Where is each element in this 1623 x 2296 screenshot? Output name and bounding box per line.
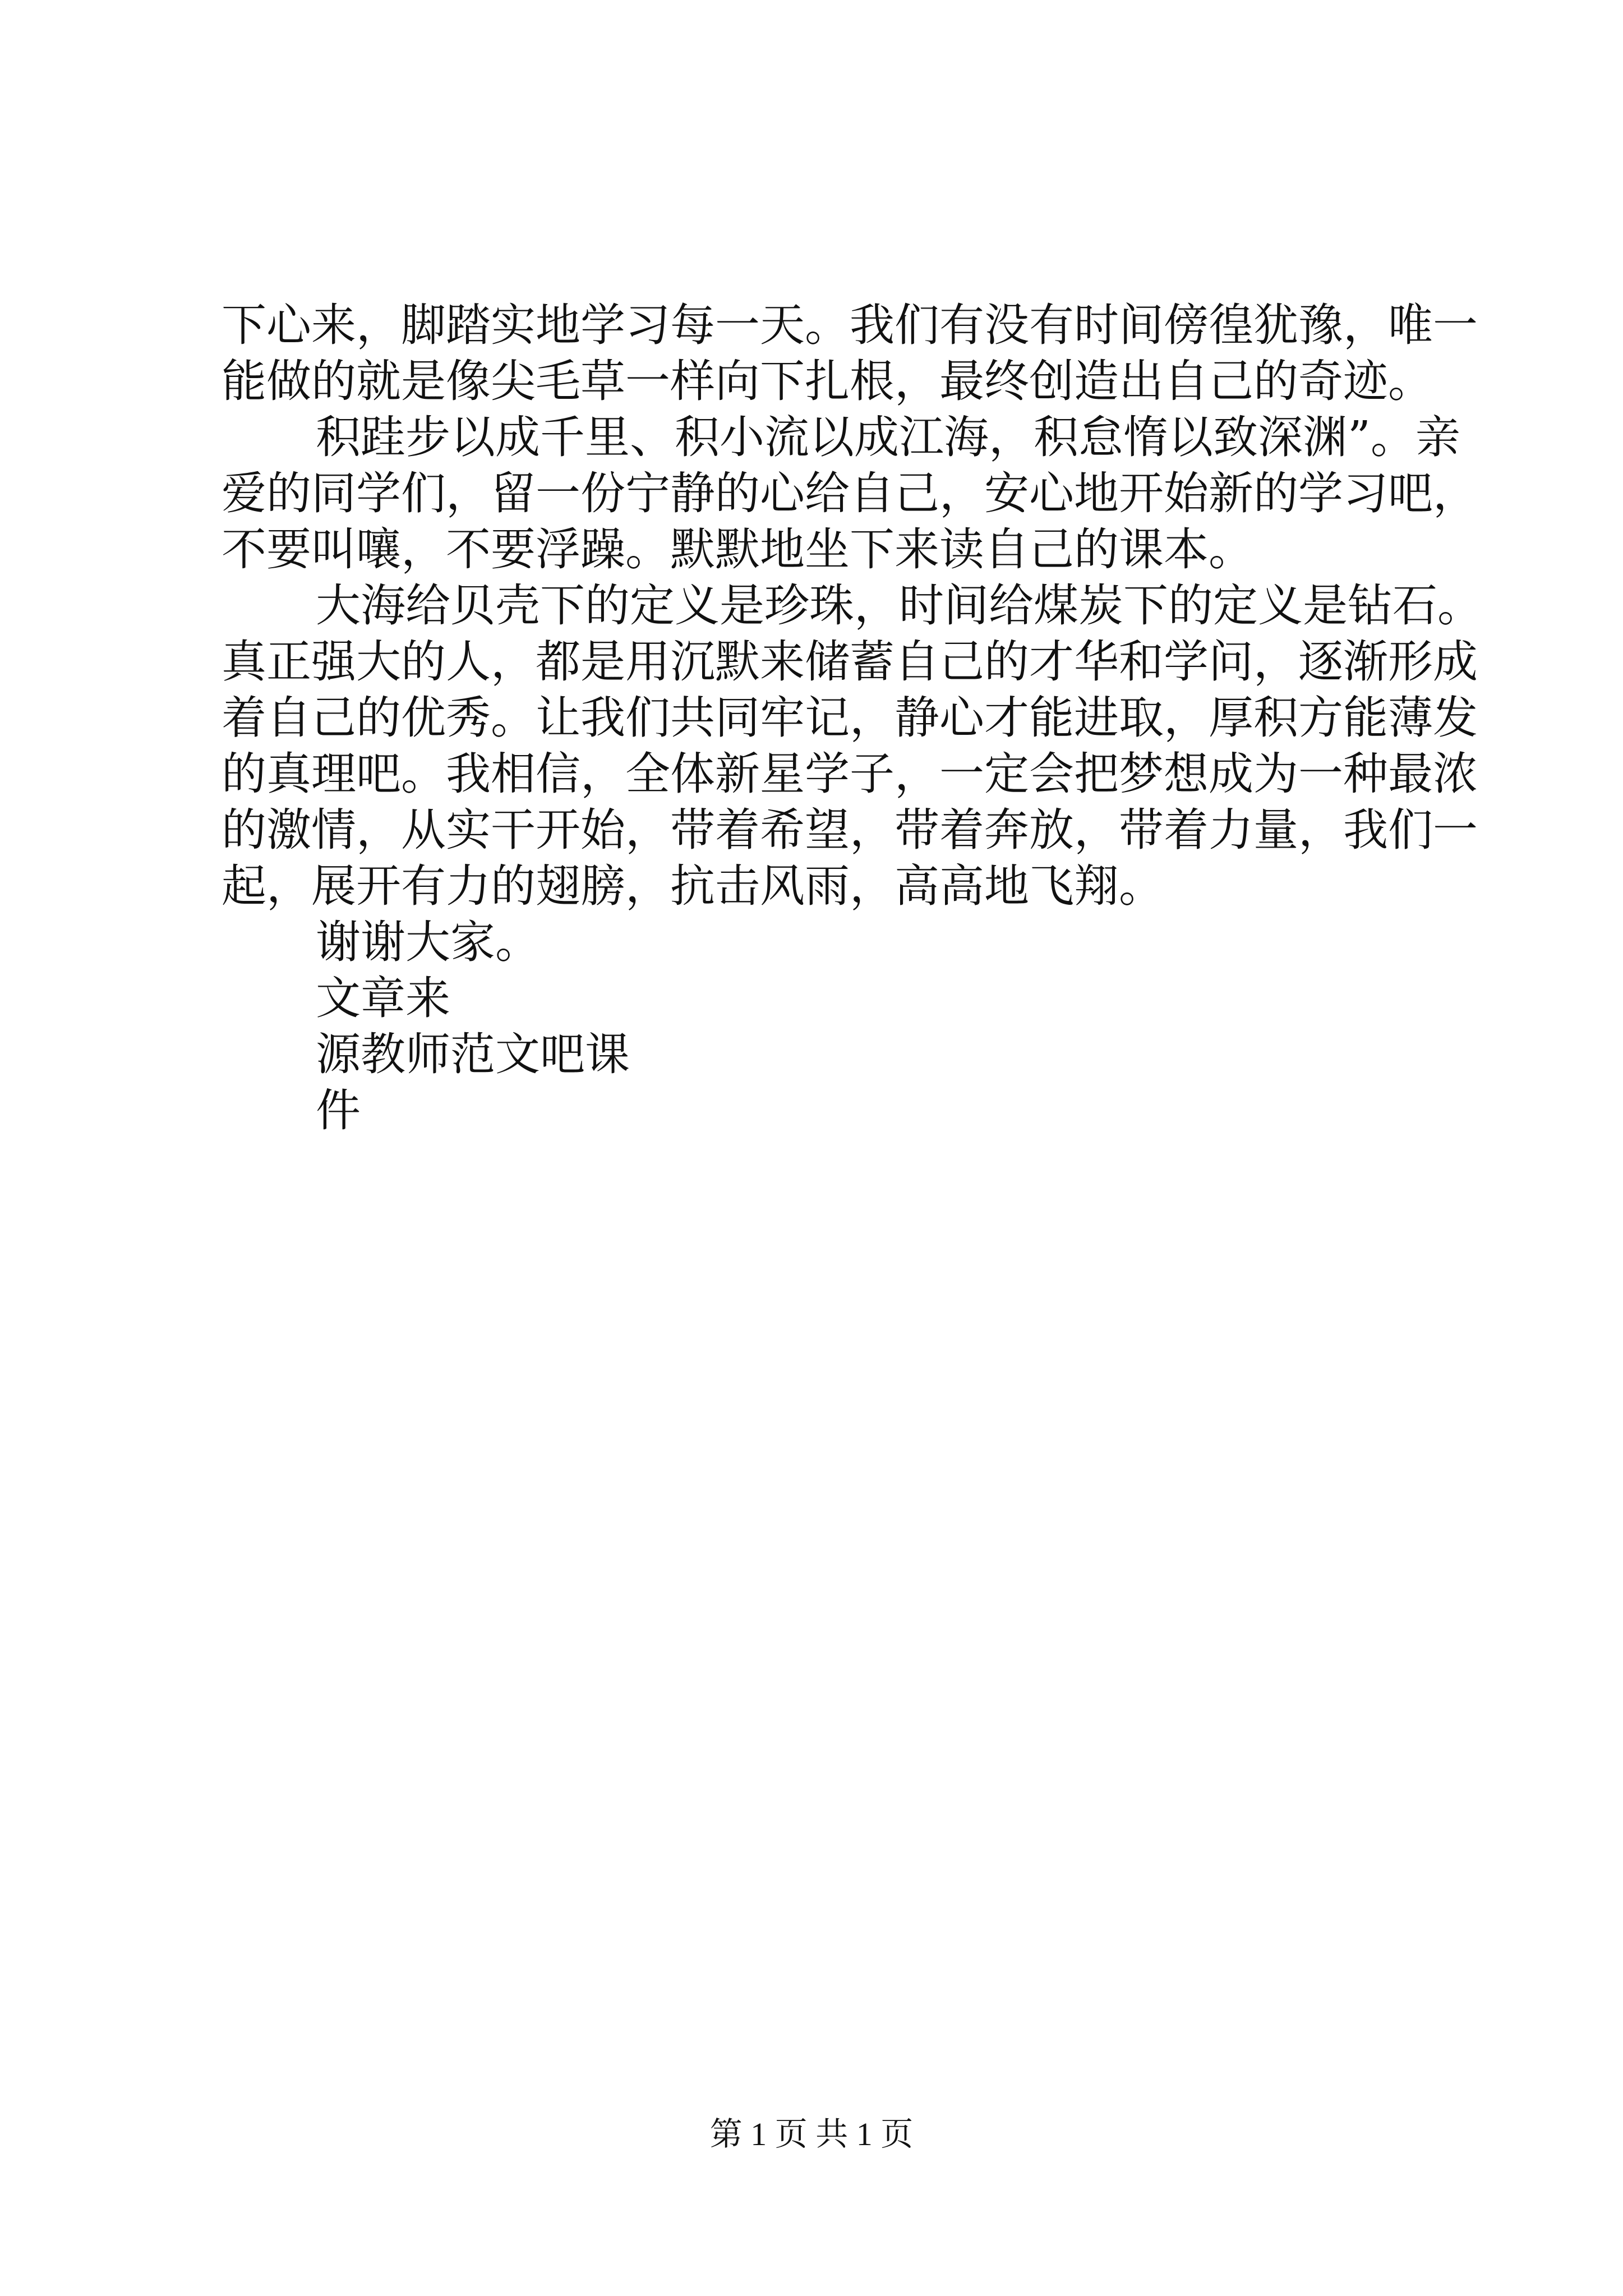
- paragraph-1-line-1: 下心来，脚踏实地学习每一天。我们有没有时间傍徨犹豫，唯一: [222, 299, 1478, 351]
- paragraph-3: [222, 578, 1482, 914]
- page-number-footer: 第 1 页 共 1 页: [709, 2116, 914, 2152]
- paragraph-3-line-2: 真正强大的人，都是用沉默来储蓄自己的才华和学问，逐渐形成: [222, 636, 1478, 688]
- paragraph-3-line-6: 起，展开有力的翅膀，抗击风雨，高高地飞翔。: [222, 860, 1164, 912]
- paragraph-1: [222, 297, 1478, 409]
- paragraph-1-line-2: 能做的就是像尖毛草一样向下扎根，最终创造出自己的奇迹。: [222, 355, 1433, 407]
- paragraph-3-line-4: 的真理吧。我相信，全体新星学子，一定会把梦想成为一种最浓: [222, 748, 1478, 800]
- paragraph-4: [222, 914, 1427, 970]
- paragraph-3-line-1: 大海给贝壳下的定义是珍珠，时间给煤炭下的定义是钻石。: [316, 579, 1482, 632]
- paragraph-2-line-1: 积跬步以成千里、积小流以成江海，积怠惰以致深渊”。亲: [316, 411, 1460, 463]
- paragraph-4-line-1: 谢谢大家。: [316, 916, 540, 968]
- paragraph-6: [222, 1027, 1427, 1083]
- paragraph-3-line-3: 着自己的优秀。让我们共同牢记，静心才能进取，厚积方能薄发: [222, 692, 1478, 744]
- document-body: [222, 297, 1482, 1139]
- paragraph-7: [222, 1083, 1427, 1139]
- paragraph-2-line-2: 爱的同学们，留一份宁静的心给自己，安心地开始新的学习吧，: [222, 467, 1478, 519]
- paragraph-7-line-1: 件: [316, 1084, 361, 1137]
- paragraph-2-line-3: 不要叫嚷，不要浮躁。默默地坐下来读自己的课本。: [222, 523, 1253, 576]
- paragraph-5: [222, 970, 1427, 1027]
- paragraph-6-line-1: 源教师范文吧课: [316, 1028, 630, 1080]
- paragraph-5-line-1: 文章来: [316, 972, 450, 1024]
- paragraph-2: [222, 409, 1478, 578]
- paragraph-3-line-5: 的激情，从实干开始，带着希望，带着奔放，带着力量，我们一: [222, 804, 1478, 856]
